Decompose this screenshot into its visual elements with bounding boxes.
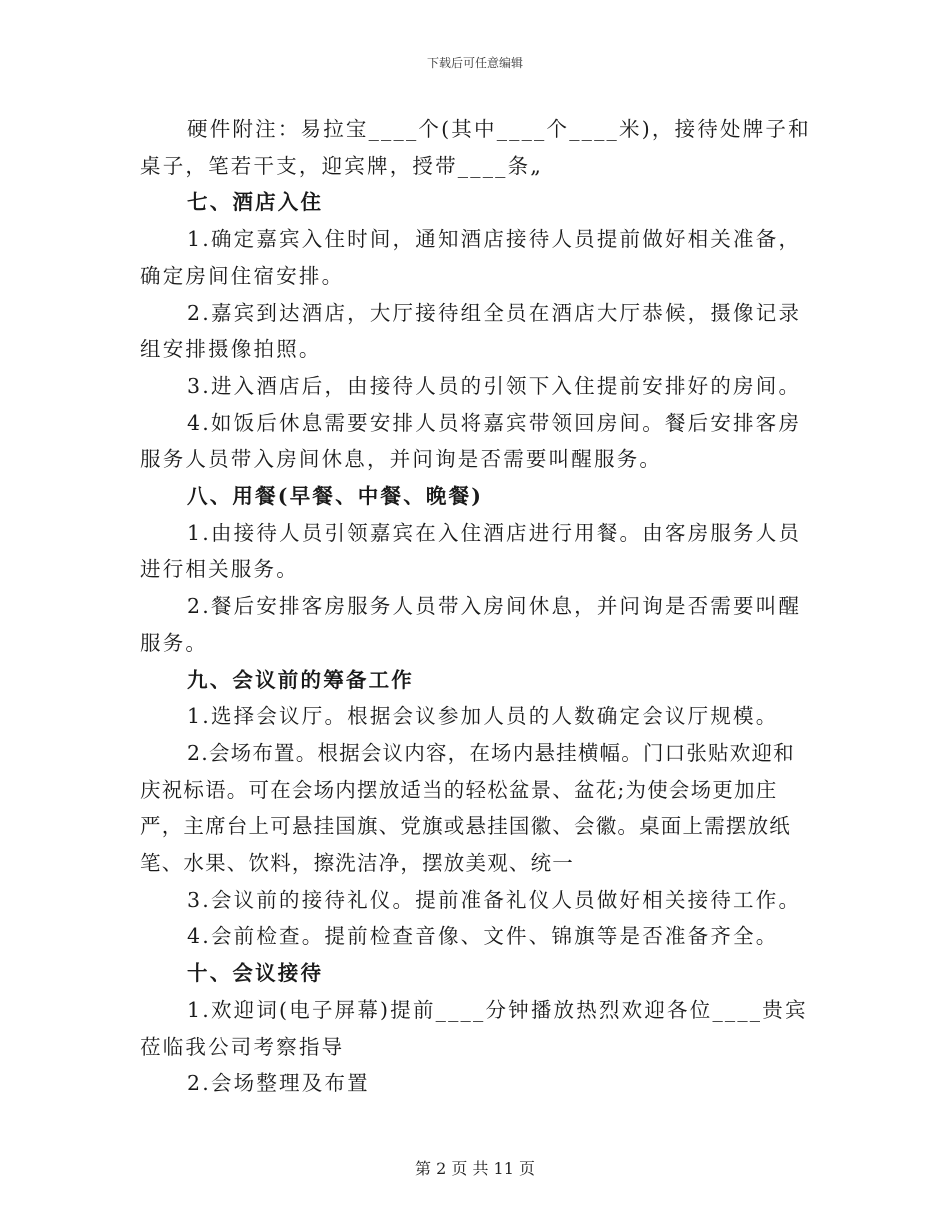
paragraph: 2.餐后安排客房服务人员带入房间休息，并问询是否需要叫醒服务。 xyxy=(140,594,802,655)
paragraph: 2.嘉宾到达酒店，大厅接待组全员在酒店大厅恭候，摄像记录组安排摄像拍照。 xyxy=(140,300,802,362)
paragraph: 4.会前检查。提前检查音像、文件、锦旗等是否准备齐全。 xyxy=(187,924,779,949)
paragraph: 1.由接待人员引领嘉宾在入住酒店进行用餐。由客房服务人员进行相关服务。 xyxy=(140,520,802,582)
document-body xyxy=(140,111,812,1102)
paragraph: 3.进入酒店后，由接待人员的引领下入住提前安排好的房间。 xyxy=(187,373,802,398)
paragraph: 硬件附注：易拉宝____个(其中____个____米)，接待处牌子和桌子，笔若干支，迎宾牌，授带____条„ xyxy=(140,117,811,178)
paragraph: 4.如饭后休息需要安排人员将嘉宾带领回房间。餐后安排客房服务人员带入房间休息，并问询是否需要叫醒服务。 xyxy=(140,410,802,472)
paragraph: 1.欢迎词(电子屏幕)提前____分钟播放热烈欢迎各位____贵宾莅临我公司考察指导 xyxy=(140,997,808,1059)
section-heading: 九、会议前的筹备工作 xyxy=(187,667,414,692)
paragraph: 1.选择会议厅。根据会议参加人员的人数确定会议厅规模。 xyxy=(187,704,779,729)
paragraph: 1.确定嘉宾入住时间，通知酒店接待人员提前做好相关准备，确定房间住宿安排。 xyxy=(140,227,802,288)
paragraph: 2.会场整理及布置 xyxy=(187,1071,370,1096)
paragraph: 2.会场布置。根据会议内容，在场内悬挂横幅。门口张贴欢迎和庆祝标语。可在会场内摆放适当的轻松盆景、盆花;为使会场更加庄严，主席台上可悬挂国旗、党旗或悬挂国徽、会徽。桌面上需摆放纸笔、水果、饮料，擦洗洁净，摆放美观、统一 xyxy=(140,740,795,876)
section-heading: 八、用餐(早餐、中餐、晚餐) xyxy=(187,484,484,509)
section-heading: 十、会议接待 xyxy=(187,961,324,986)
page-header: 下载后可任意编辑 xyxy=(426,56,523,70)
page-footer: 第 2 页 共 11 页 xyxy=(415,1159,535,1178)
section-heading: 七、酒店入住 xyxy=(187,190,324,215)
paragraph: 3.会议前的接待礼仪。提前准备礼仪人员做好相关接待工作。 xyxy=(187,887,802,912)
